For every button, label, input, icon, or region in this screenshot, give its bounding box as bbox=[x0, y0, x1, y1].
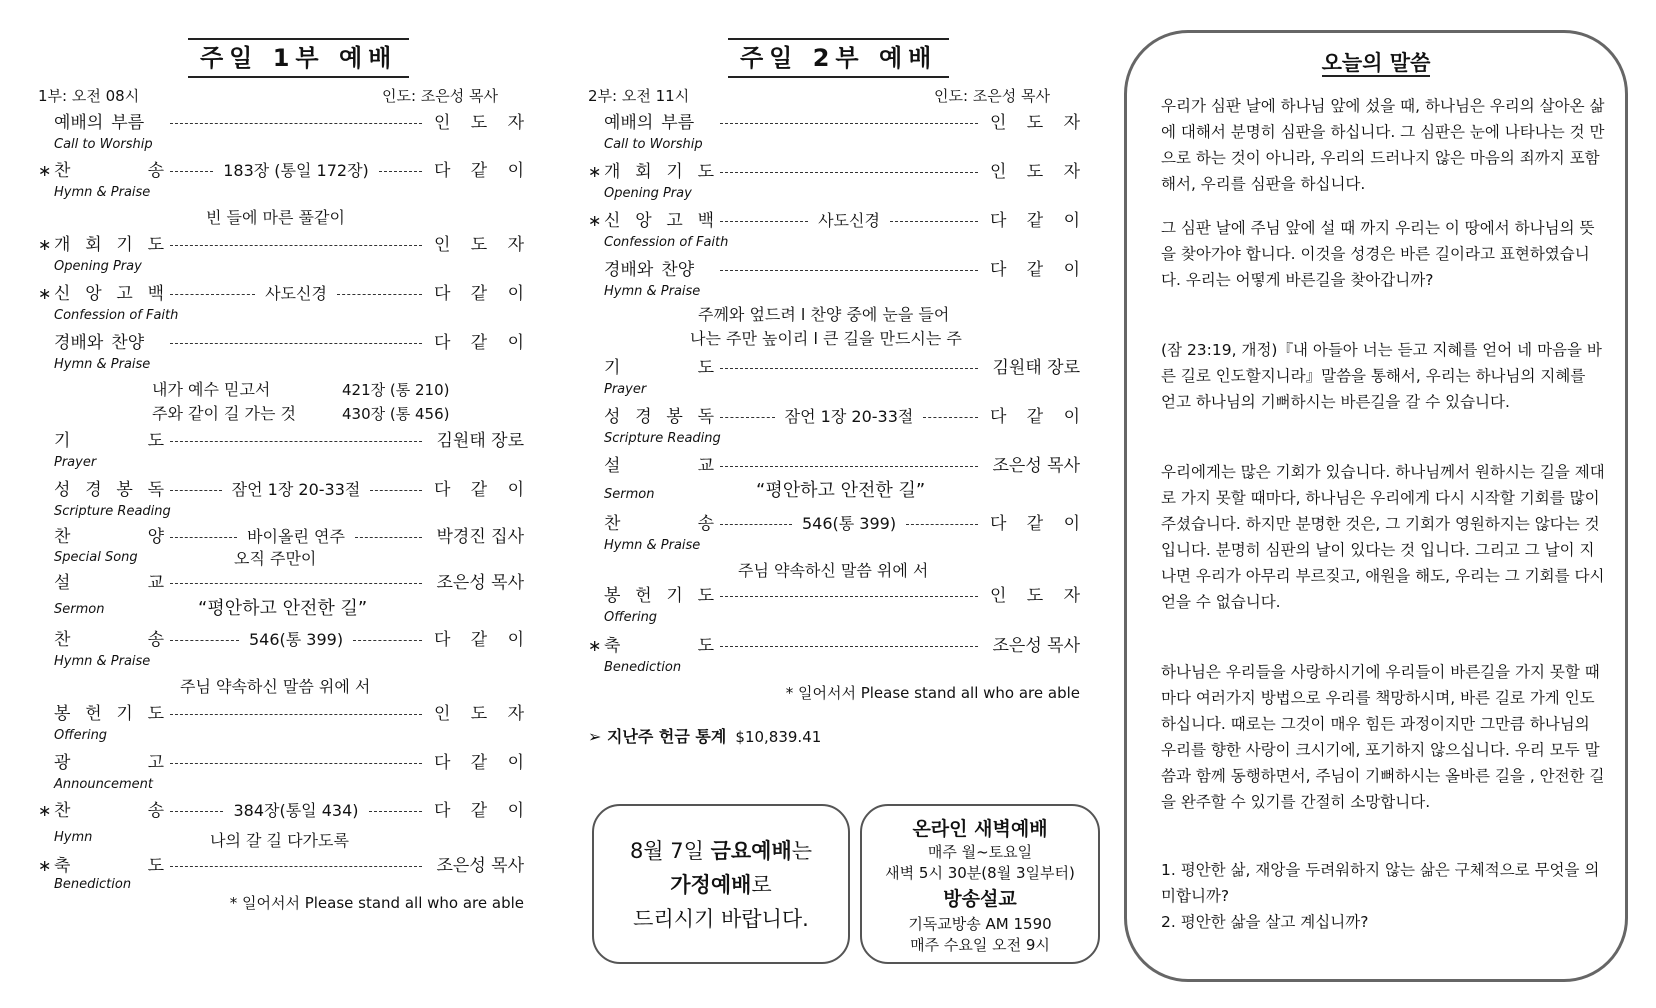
todays-word-box bbox=[1124, 30, 1628, 982]
order-item-name: 찬 송 bbox=[54, 801, 164, 821]
online-line1: 매주 월~토요일 bbox=[927, 843, 1033, 861]
order-item-english: Announcement bbox=[54, 777, 153, 792]
order-item-english: Confession of Faith bbox=[54, 308, 179, 323]
dotted-leader bbox=[714, 172, 984, 173]
dotted-leader bbox=[714, 208, 984, 234]
order-item-english: Benediction bbox=[604, 660, 682, 675]
order-item-leader: 조은성 목사 bbox=[436, 573, 524, 593]
order-item-name: 경배와 찬양 bbox=[54, 333, 145, 353]
order-item-name: 예배의 부름 bbox=[604, 113, 695, 133]
order-item-detail: 바이올린 연주 bbox=[247, 527, 345, 546]
service1-order-row bbox=[38, 232, 524, 258]
dotted-leader bbox=[164, 281, 428, 307]
word-question-1: 1. 평안한 삶, 재앙을 두려워하지 않는 삶은 구체적으로 무엇을 의미합니까? bbox=[1161, 861, 1600, 905]
order-item-leader: 김원태 장로 bbox=[436, 431, 524, 451]
online-title2: 방송설교 bbox=[943, 888, 1017, 910]
service2-order-row bbox=[588, 159, 1080, 185]
order-item-english: Sermon bbox=[604, 487, 655, 502]
order-item-name: 축 도 bbox=[54, 856, 164, 876]
offering-amount: $10,839.41 bbox=[735, 728, 822, 746]
order-item-detail: 사도신경 bbox=[818, 211, 880, 230]
order-item-leader: 다 같 이 bbox=[990, 407, 1080, 427]
dotted-leader bbox=[164, 763, 428, 764]
service1-header bbox=[38, 86, 524, 106]
offering-stats bbox=[588, 726, 821, 748]
stand-marker: ∗ bbox=[38, 801, 52, 820]
service2-order-row bbox=[588, 355, 1080, 381]
service1-order-row bbox=[38, 701, 524, 727]
online-line4: 매주 수요일 오전 9시 bbox=[910, 936, 1050, 954]
service2-order-row bbox=[588, 633, 1080, 659]
order-item-english: Offering bbox=[54, 728, 108, 743]
service1-order-row bbox=[38, 570, 524, 596]
service1-praise2-title: 주와 같이 길 가는 것 bbox=[152, 404, 296, 423]
service2-stand-note: * 일어서서 Please stand all who are able bbox=[785, 684, 1080, 702]
dotted-leader bbox=[164, 524, 428, 550]
dotted-leader bbox=[164, 583, 428, 584]
dotted-leader bbox=[164, 866, 428, 867]
order-item-detail: 잠언 1장 20-33절 bbox=[784, 407, 914, 426]
stand-marker: ∗ bbox=[588, 211, 602, 230]
order-item-name: 성 경 봉 독 bbox=[54, 480, 164, 500]
service1-hymn2-line: 주님 약속하신 말씀 위에 서 bbox=[180, 677, 371, 696]
dotted-leader bbox=[164, 245, 428, 246]
word-paragraph-3: (잠 23:19, 개정)『내 아들아 너는 듣고 지혜를 얻어 네 마음을 바른 길로 인도할지니라』말씀을 통해서, 우리는 하나님의 지혜를 얻고 하나님의 기뻐하시는 바른길을 갈 수 있습니다. bbox=[1161, 341, 1602, 411]
service2-hymn-line: 주님 약속하신 말씀 위에 서 bbox=[738, 561, 929, 580]
service1-hymn3-line: 나의 갈 길 다가도록 bbox=[210, 831, 349, 850]
order-item-name: 봉 헌 기 도 bbox=[54, 704, 164, 724]
dotted-leader bbox=[164, 343, 428, 344]
order-item-leader: 다 같 이 bbox=[434, 161, 524, 181]
offering-label: ➢ 지난주 헌금 통계 bbox=[588, 727, 727, 746]
service2-header bbox=[588, 86, 1080, 106]
order-item-leader: 다 같 이 bbox=[434, 753, 524, 773]
order-item-name: 기 도 bbox=[604, 358, 714, 378]
online-worship-box bbox=[860, 804, 1100, 964]
order-item-english: Sermon bbox=[54, 602, 105, 617]
order-item-english: Hymn & Praise bbox=[604, 538, 701, 553]
order-item-english: Scripture Reading bbox=[54, 504, 171, 519]
order-item-leader: 다 같 이 bbox=[990, 514, 1080, 534]
order-item-name: 찬 송 bbox=[54, 630, 164, 650]
online-title: 온라인 새벽예배 bbox=[912, 818, 1048, 840]
service2-order-row bbox=[588, 110, 1080, 136]
order-item-name: 개 회 기 도 bbox=[604, 162, 714, 182]
order-item-english: Offering bbox=[604, 610, 658, 625]
dotted-leader bbox=[714, 270, 984, 271]
service2-time: 2부: 오전 11시 bbox=[588, 87, 690, 105]
service2-praise-line1: 주께와 엎드려 l 찬양 중에 눈을 들어 bbox=[698, 305, 950, 324]
service2-order-row bbox=[588, 257, 1080, 283]
order-item-english: Opening Pray bbox=[604, 186, 692, 201]
dotted-leader bbox=[164, 798, 428, 824]
order-item-leader: 인 도 자 bbox=[434, 704, 524, 724]
stand-marker: ∗ bbox=[38, 235, 52, 254]
dotted-leader bbox=[164, 477, 428, 503]
service1-order-row bbox=[38, 158, 524, 184]
order-item-english: Call to Worship bbox=[54, 137, 153, 152]
word-paragraph-5: 하나님은 우리들을 사랑하시기에 우리들이 바른길을 가지 못할 때 마다 여러가지 방법으로 우리를 책망하시며, 바른 길로 가게 인도하십니다. 때로는 그것이 매우 힘든 과정이지만 그만큼 하나님의 우리를 향한 사랑이 크시기에, 포기하지 않으십니다. 우리 모두 말씀과 함께 동행하면서, 주님이 기뻐하시는 올바른 길을 , 안전한 길을 완주할 수 있기를 간절히 소망합니다. bbox=[1161, 663, 1605, 811]
service1-order-row bbox=[38, 798, 524, 824]
service1-order-row bbox=[38, 750, 524, 776]
service2-title: 주일 2부 예배 bbox=[728, 38, 949, 78]
word-paragraph-1: 우리가 심판 날에 하나님 앞에 섰을 때, 하나님은 우리의 살아온 삶에 대해서 분명히 심판을 하십니다. 그 심판은 눈에 나타나는 것 만으로 하는 것이 아니라, 우리의 드러나지 않은 마음의 죄까지 포함해서, 우리를 심판을 하십니다. bbox=[1161, 97, 1605, 193]
word-question-2: 2. 평안한 삶을 살고 계십니까? bbox=[1161, 913, 1369, 931]
order-item-detail: 546(통 399) bbox=[248, 630, 344, 649]
order-item-english: Benediction bbox=[54, 877, 132, 892]
dotted-leader bbox=[714, 466, 984, 467]
order-item-leader: 다 같 이 bbox=[434, 333, 524, 353]
order-item-name: 광 고 bbox=[54, 753, 164, 773]
dotted-leader bbox=[164, 158, 428, 184]
order-item-english: Hymn & Praise bbox=[604, 284, 701, 299]
service1-order-row bbox=[38, 281, 524, 307]
order-item-detail: 사도신경 bbox=[265, 284, 327, 303]
order-item-name: 성 경 봉 독 bbox=[604, 407, 714, 427]
service1-praise1-number: 421장 (통 210) bbox=[342, 381, 450, 399]
dotted-leader bbox=[714, 404, 984, 430]
order-item-leader: 다 같 이 bbox=[434, 801, 524, 821]
service1-stand-note: * 일어서서 Please stand all who are able bbox=[229, 894, 524, 912]
order-item-english: Hymn & Praise bbox=[54, 654, 151, 669]
order-item-name: 찬 양 bbox=[54, 527, 164, 547]
dotted-leader bbox=[714, 123, 984, 124]
service1-praise2-number: 430장 (통 456) bbox=[342, 405, 450, 423]
order-item-english: Hymn bbox=[54, 830, 93, 845]
order-item-leader: 인 도 자 bbox=[434, 235, 524, 255]
dotted-leader bbox=[714, 511, 984, 537]
order-item-leader: 조은성 목사 bbox=[992, 456, 1080, 476]
order-item-english: Hymn & Praise bbox=[54, 185, 151, 200]
word-paragraph-2: 그 심판 날에 주님 앞에 설 때 까지 우리는 이 땅에서 하나님의 뜻을 찾아가야 합니다. 이것을 성경은 바른 길이라고 표현하였습니다. 우리는 어떻게 바른길을 찾아갑니까? bbox=[1161, 219, 1595, 289]
service1-order-row bbox=[38, 428, 524, 454]
service1-time: 1부: 오전 08시 bbox=[38, 87, 140, 105]
online-line2: 새벽 5시 30분(8월 3일부터) bbox=[885, 864, 1075, 882]
order-item-leader: 다 같 이 bbox=[434, 284, 524, 304]
service1-leader: 인도: 조은성 목사 bbox=[381, 87, 498, 105]
notice-line1: 8월 7일 금요예배는 bbox=[629, 839, 813, 863]
order-item-name: 축 도 bbox=[604, 636, 714, 656]
order-item-english: Hymn & Praise bbox=[54, 357, 151, 372]
stand-marker: ∗ bbox=[588, 162, 602, 181]
order-item-name: 설 교 bbox=[604, 456, 714, 476]
order-item-english: Opening Pray bbox=[54, 259, 142, 274]
order-item-leader: 다 같 이 bbox=[990, 211, 1080, 231]
order-item-leader: 인 도 자 bbox=[990, 113, 1080, 133]
service1-title: 주일 1부 예배 bbox=[188, 38, 409, 78]
dotted-leader bbox=[164, 714, 428, 715]
order-item-name: 봉 헌 기 도 bbox=[604, 586, 714, 606]
notice-line2: 가정예배로 bbox=[670, 873, 772, 897]
stand-marker: ∗ bbox=[38, 161, 52, 180]
order-item-english: Call to Worship bbox=[604, 137, 703, 152]
order-item-name: 신 앙 고 백 bbox=[54, 284, 164, 304]
order-item-detail: 546(통 399) bbox=[801, 514, 897, 533]
word-paragraph-4: 우리에게는 많은 기회가 있습니다. 하나님께서 원하시는 길을 제대로 가지 못할 때마다, 하나님은 우리에게 다시 시작할 기회를 많이 주셨습니다. 하지만 분명한 것은, 그 기회가 영원하지는 않다는 것입니다. 분명히 심판의 날이 있다는 것 입니다. 그리고 그 날이 지나면 우리가 아무리 부르짖고, 애원을 해도, 우리는 그 기회를 다시 얻을 수 없습니다. bbox=[1161, 463, 1605, 611]
online-line3: 기독교방송 AM 1590 bbox=[908, 915, 1052, 933]
order-item-english: Special Song bbox=[54, 550, 138, 565]
service2-sermon-title: “평안하고 안전한 길” bbox=[756, 480, 926, 501]
service1-praise1-title: 내가 예수 믿고서 bbox=[152, 380, 271, 399]
service1-order-row bbox=[38, 524, 524, 550]
order-item-leader: 다 같 이 bbox=[990, 260, 1080, 280]
order-item-english: Confession of Faith bbox=[604, 235, 729, 250]
stand-marker: ∗ bbox=[38, 856, 52, 875]
order-item-leader: 박경진 집사 bbox=[436, 527, 524, 547]
service1-order-row bbox=[38, 477, 524, 503]
dotted-leader bbox=[164, 123, 428, 124]
order-item-leader: 인 도 자 bbox=[434, 113, 524, 133]
order-item-leader: 김원태 장로 bbox=[992, 358, 1080, 378]
dotted-leader bbox=[714, 646, 984, 647]
order-item-name: 찬 송 bbox=[604, 514, 714, 534]
order-item-name: 예배의 부름 bbox=[54, 113, 145, 133]
order-item-name: 경배와 찬양 bbox=[604, 260, 695, 280]
dotted-leader bbox=[164, 627, 428, 653]
service1-order-row bbox=[38, 330, 524, 356]
order-item-detail: 384장(통일 434) bbox=[233, 801, 359, 820]
service2-order-row bbox=[588, 453, 1080, 479]
service1-special-title: 오직 주만이 bbox=[234, 549, 317, 568]
order-item-english: Prayer bbox=[54, 455, 97, 470]
order-item-leader: 인 도 자 bbox=[990, 162, 1080, 182]
order-item-detail: 잠언 1장 20-33절 bbox=[231, 480, 361, 499]
order-item-english: Prayer bbox=[604, 382, 647, 397]
order-item-leader: 다 같 이 bbox=[434, 630, 524, 650]
order-item-name: 찬 송 bbox=[54, 161, 164, 181]
service2-praise-line2: 나는 주만 높이리 l 큰 길을 만드시는 주 bbox=[690, 329, 962, 348]
order-item-leader: 조은성 목사 bbox=[992, 636, 1080, 656]
notice-line3: 드리시기 바랍니다. bbox=[633, 907, 809, 931]
order-item-leader: 조은성 목사 bbox=[436, 856, 524, 876]
service2-order-row bbox=[588, 404, 1080, 430]
service2-order-row bbox=[588, 208, 1080, 234]
order-item-name: 설 교 bbox=[54, 573, 164, 593]
order-item-name: 기 도 bbox=[54, 431, 164, 451]
service2-leader: 인도: 조은성 목사 bbox=[933, 87, 1050, 105]
stand-marker: ∗ bbox=[588, 636, 602, 655]
dotted-leader bbox=[164, 441, 428, 442]
order-item-name: 신 앙 고 백 bbox=[604, 211, 714, 231]
service1-order-row bbox=[38, 110, 524, 136]
friday-worship-notice bbox=[592, 804, 850, 964]
dotted-leader bbox=[714, 596, 984, 597]
service1-order-row bbox=[38, 627, 524, 653]
order-item-name: 개 회 기 도 bbox=[54, 235, 164, 255]
service2-order-row bbox=[588, 511, 1080, 537]
dotted-leader bbox=[714, 368, 984, 369]
service1-hymn-line: 빈 들에 마른 풀같이 bbox=[206, 208, 345, 227]
service2-order-row bbox=[588, 583, 1080, 609]
service1-sermon-title: “평안하고 안전한 길” bbox=[198, 598, 368, 619]
stand-marker: ∗ bbox=[38, 284, 52, 303]
order-item-english: Scripture Reading bbox=[604, 431, 721, 446]
order-item-leader: 인 도 자 bbox=[990, 586, 1080, 606]
order-item-detail: 183장 (통일 172장) bbox=[223, 161, 369, 180]
order-item-leader: 다 같 이 bbox=[434, 480, 524, 500]
todays-word-title: 오늘의 말씀 bbox=[1321, 51, 1431, 75]
